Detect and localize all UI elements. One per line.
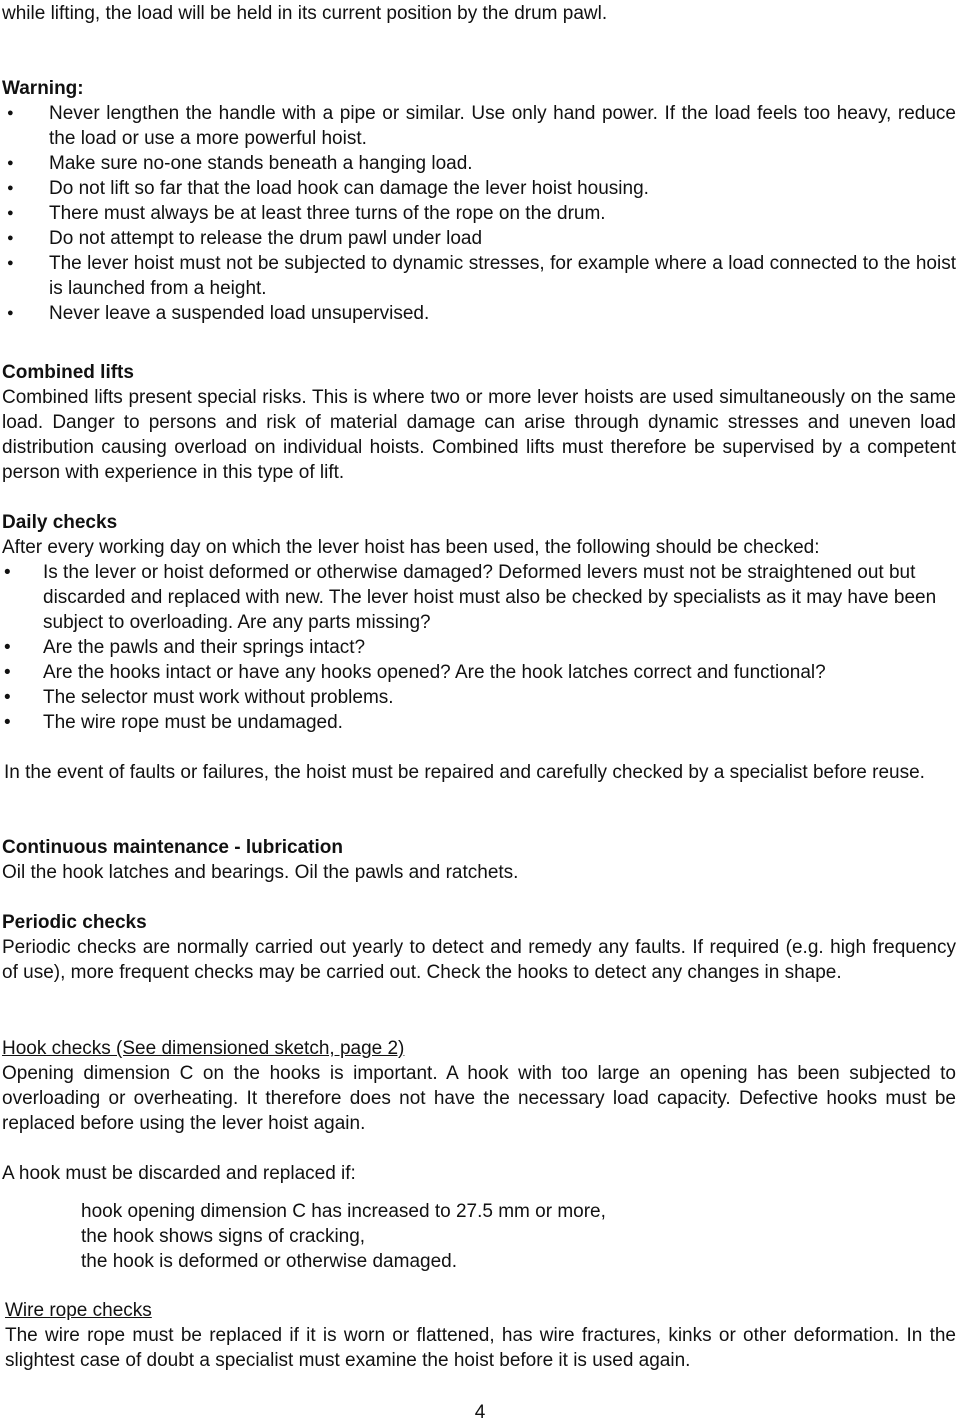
wire-rope-heading: Wire rope checks <box>5 1300 152 1321</box>
list-item: • Are the pawls and their springs intact? <box>2 635 943 660</box>
list-item: ● Never lengthen the handle with a pipe or similar. Use only hand power. If the load feels too heavy, reduce the load or use a more powerful hoist. <box>2 101 956 151</box>
list-item: the hook shows signs of cracking, <box>81 1226 366 1247</box>
list-item: • The wire rope must be undamaged. <box>2 710 943 735</box>
list-item: ● Make sure no-one stands beneath a hanging load. <box>2 151 956 176</box>
periodic-checks-heading: Periodic checks <box>2 912 147 933</box>
list-item: ● Do not lift so far that the load hook can damage the lever hoist housing. <box>2 176 956 201</box>
list-item: • The selector must work without problems. <box>2 685 943 710</box>
daily-checks-heading: Daily checks <box>2 512 118 533</box>
warning-heading: Warning: <box>2 78 84 99</box>
hook-discard-list <box>2 1199 960 1274</box>
list-item: ● Do not attempt to release the drum pawl under load <box>2 226 956 251</box>
list-item: • Are the hooks intact or have any hooks opened? Are the hook latches correct and functional? <box>2 660 943 685</box>
daily-checks-intro: After every working day on which the lever hoist has been used, the following should be checked: <box>2 537 820 558</box>
maintenance-text: Oil the hook latches and bearings. Oil the pawls and ratchets. <box>2 862 519 883</box>
wire-rope-text: The wire rope must be replaced if it is worn or flattened, has wire fractures, kinks or other deformation. In the slightest case of doubt a specialist must examine the hoist before it is used again. <box>5 1325 956 1371</box>
top-line: while lifting, the load will be held in its current position by the drum pawl. <box>2 3 608 24</box>
list-item: hook opening dimension C has increased to 27.5 mm or more, <box>81 1201 606 1222</box>
combined-lifts-text: Combined lifts present special risks. This is where two or more lever hoists are used simultaneously on the same load. Danger to persons and risk of material damage can arise through dynamic stresses and uneven load distribution causing overload on individual hoists. Combined lifts must therefore be supervised by a competent person with experience in this type of lift. <box>2 387 956 483</box>
list-item: ● Never leave a suspended load unsupervised. <box>2 301 956 326</box>
list-item: • Is the lever or hoist deformed or otherwise damaged? Deformed levers must not be straightened out but discarded and replaced with new. The lever hoist must also be checked by specialists as it may have been subject to overloading. Are any parts missing? <box>2 560 943 635</box>
list-item: ● The lever hoist must not be subjected to dynamic stresses, for example where a load connected to the hoist is launched from a height. <box>2 251 956 301</box>
combined-lifts-heading: Combined lifts <box>2 362 134 383</box>
periodic-checks-text: Periodic checks are normally carried out yearly to detect and remedy any faults. If required (e.g. high frequency of use), more frequent checks may be carried out. Check the hooks to detect any changes in shape. <box>2 937 956 983</box>
maintenance-heading: Continuous maintenance - lubrication <box>2 837 343 858</box>
list-item: the hook is deformed or otherwise damaged. <box>81 1251 457 1272</box>
list-item: ● There must always be at least three turns of the rope on the drum. <box>2 201 956 226</box>
hook-checks-heading: Hook checks (See dimensioned sketch, page 2) <box>2 1038 405 1059</box>
hook-discard-intro: A hook must be discarded and replaced if: <box>2 1163 356 1184</box>
hook-checks-text: Opening dimension C on the hooks is important. A hook with too large an opening has been subjected to overloading or overheating. It therefore does not have the necessary load capacity. Defective hooks must be replaced before using the lever hoist again. <box>2 1063 956 1134</box>
page-number: 4 <box>474 1402 486 1423</box>
daily-checks-list <box>2 560 956 735</box>
warning-list <box>2 101 956 326</box>
faults-text: In the event of faults or failures, the hoist must be repaired and carefully checked by a specialist before reuse. <box>4 762 925 783</box>
